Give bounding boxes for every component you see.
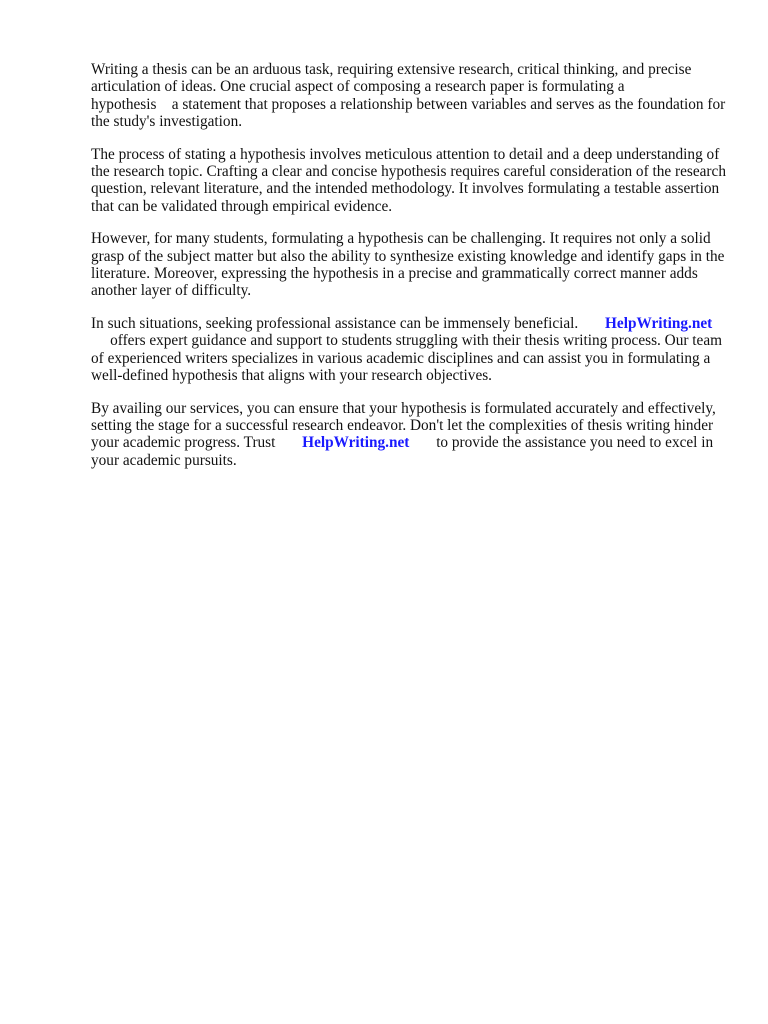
- paragraph-5: [91, 400, 731, 470]
- helpwriting-link[interactable]: HelpWriting.net: [302, 434, 410, 452]
- paragraph-4-text-a: In such situations, seeking professional assistance can be immensely beneficial.: [91, 314, 579, 332]
- paragraph-4-text-b: offers expert guidance and support to students struggling with their thesis writing process. Our team of experienced writers specializes in various academic disciplines and can assist you in formulating a well-defined hypothesis that aligns with your research objectives.: [91, 332, 723, 385]
- paragraph-4: [91, 315, 731, 385]
- paragraph-2: [91, 146, 731, 216]
- helpwriting-link[interactable]: HelpWriting.net: [605, 314, 713, 332]
- paragraph-5-text-a: By availing our services, you can ensure that your hypothesis is formulated accurately and effectively, setting the stage for a successful research endeavor. Don't let the complexities of thesis writing hinder your academic progress. Trust: [91, 399, 716, 452]
- paragraph-5-text-b: to provide the assistance you need to excel in your academic pursuits.: [91, 434, 714, 469]
- paragraph-2-text: The process of stating a hypothesis involves meticulous attention to detail and a deep understanding of the research topic. Crafting a clear and concise hypothesis requires careful consideration of the research question, relevant literature, and the intended methodology. It involves formulating a testable assertion that can be validated through empirical evidence.: [91, 145, 726, 215]
- paragraph-1-text-b: hypothesis: [91, 95, 157, 113]
- paragraph-1: [91, 61, 731, 131]
- document-body: [91, 61, 731, 484]
- paragraph-3-text: However, for many students, formulating a hypothesis can be challenging. It requires not only a solid grasp of the subject matter but also the ability to synthesize existing knowledge and identify gaps in the literature. Moreover, expressing the hypothesis in a precise and grammatically correct manner adds another layer of difficulty.: [91, 230, 725, 300]
- paragraph-3: [91, 230, 731, 300]
- paragraph-1-text-c: a statement that proposes a relationship between variables and serves as the foundation for the study's investigation.: [91, 95, 726, 131]
- paragraph-1-text-a: Writing a thesis can be an arduous task, requiring extensive research, critical thinking, and precise articulation of ideas. One crucial aspect of composing a research paper is formulating a: [91, 61, 692, 96]
